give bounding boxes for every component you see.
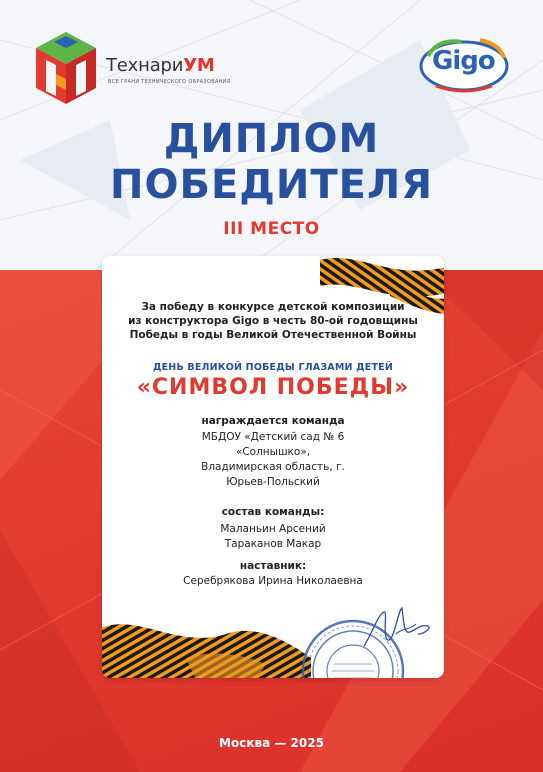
event-name: «СИМВОЛ ПОБЕДЫ»	[136, 375, 410, 400]
lead-text	[102, 300, 444, 342]
member-item: Тараканов Макар	[224, 538, 322, 550]
place-label: III МЕСТО	[223, 219, 320, 239]
gigo-logo-text: Gigo	[432, 46, 495, 76]
mentor-name: Серебрякова Ирина Николаевна	[183, 575, 363, 587]
team-line-1: МБДОУ «Детский сад № 6	[201, 431, 345, 443]
team-name	[102, 430, 444, 490]
title-line-2: ПОБЕДИТЕЛЯ	[109, 162, 434, 208]
members-label: состав команды:	[221, 506, 325, 518]
lead-line-1: За победу в конкурсе детской композиции	[141, 301, 405, 313]
members-list	[102, 522, 444, 552]
diploma-card	[102, 256, 444, 678]
diploma-title	[0, 116, 543, 208]
team-line-4: Юрьев-Польский	[226, 476, 320, 488]
team-label: награждается команда	[201, 415, 345, 427]
footer-city-year: Москва — 2025	[219, 736, 324, 750]
brand-tagline: ВСЕ ГРАНИ ТЕХНИЧЕСКОГО ОБРАЗОВАНИЯ	[108, 79, 231, 85]
lead-line-3: Победы в годы Великой Отечественной Войны	[129, 329, 417, 341]
brand-name: ТехнариУМ	[106, 55, 215, 76]
member-item: Маланьин Арсений	[220, 523, 326, 535]
team-line-3: Владимирская область, г.	[201, 461, 345, 473]
tehnarium-logo	[32, 30, 232, 106]
event-subtitle: ДЕНЬ ВЕЛИКОЙ ПОБЕДЫ ГЛАЗАМИ ДЕТЕЙ	[152, 362, 394, 373]
signature	[358, 604, 438, 654]
cube-logo-icon	[32, 30, 100, 106]
mentor-label: наставник:	[239, 560, 307, 572]
team-line-2: «Солнышко»,	[235, 446, 311, 458]
title-line-1: ДИПЛОМ	[163, 116, 380, 162]
st-george-ribbon-bottom	[102, 600, 311, 678]
gigo-logo	[418, 36, 510, 94]
lead-line-2: из конструктора Gigo в честь 80-ой годовщины	[128, 315, 418, 327]
